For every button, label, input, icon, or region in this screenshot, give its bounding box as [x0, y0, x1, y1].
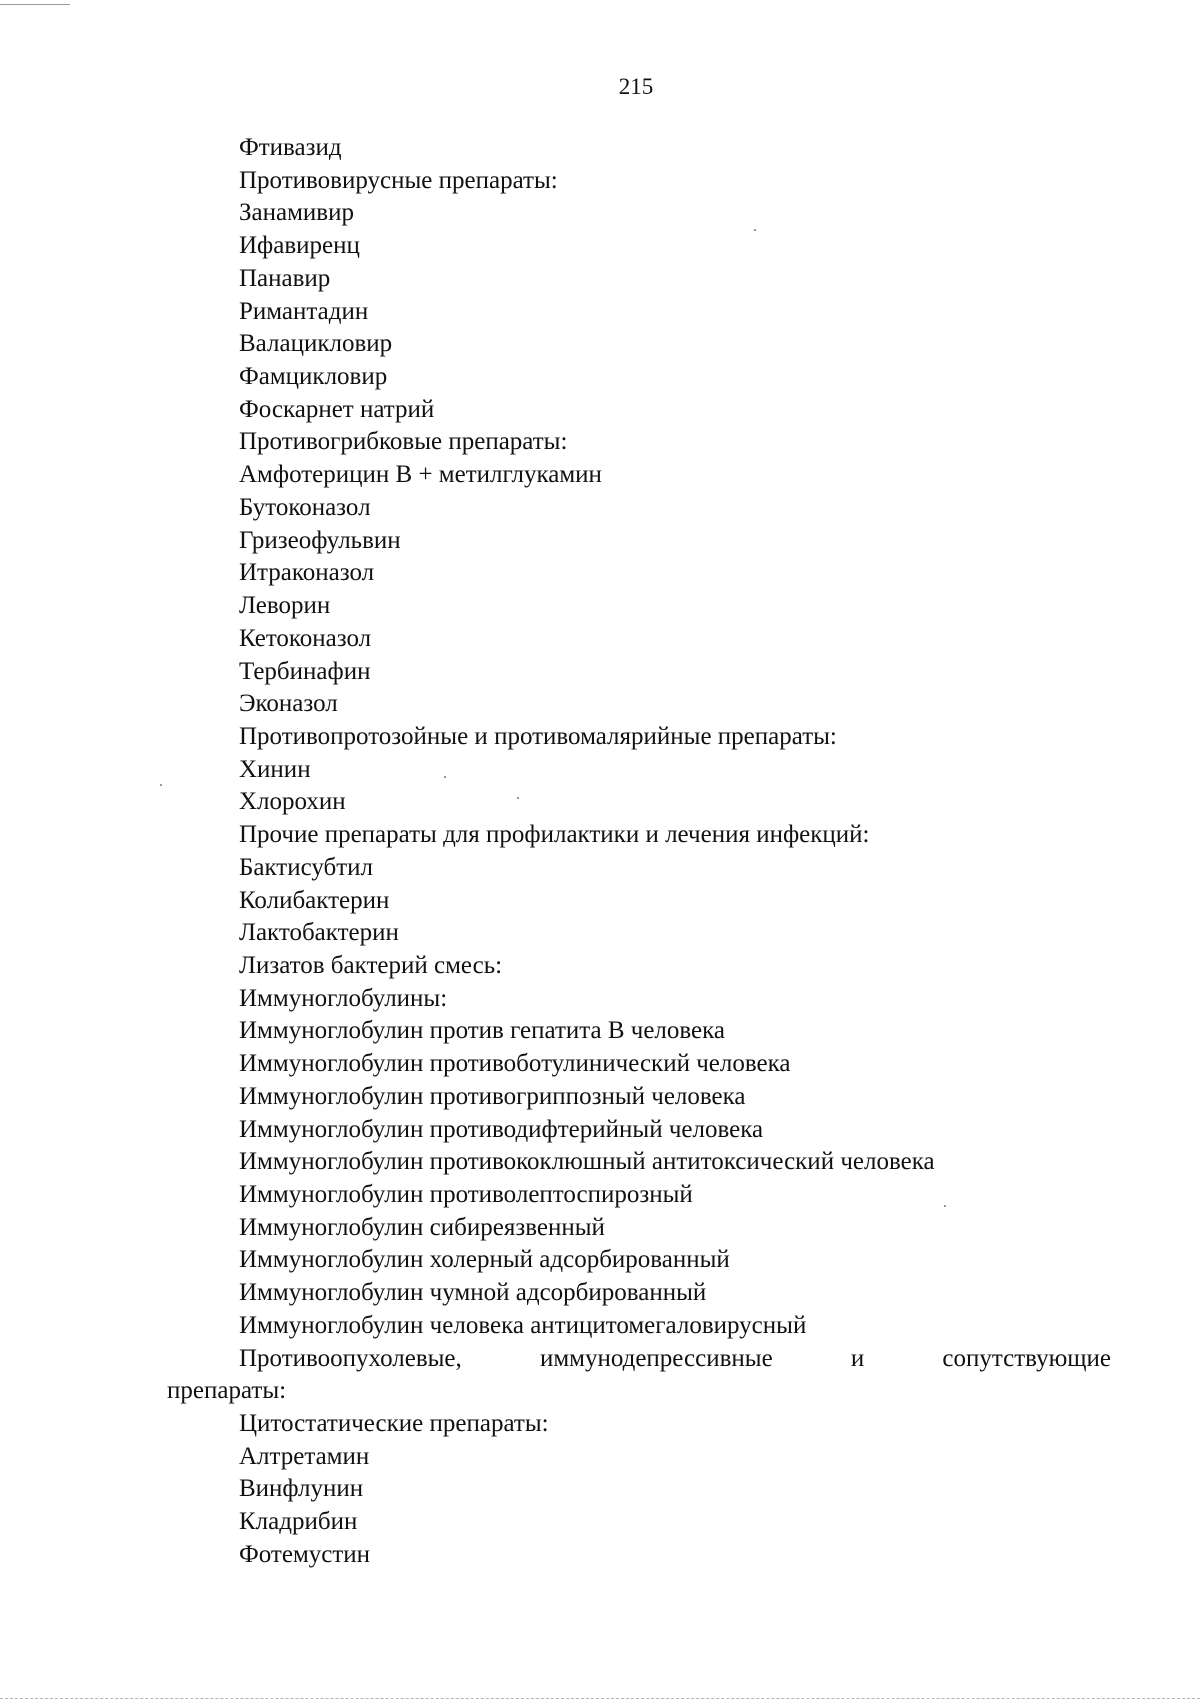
text-line: Иммуноглобулин сибиреязвенный	[239, 1213, 605, 1241]
text-line: Иммуноглобулин противококлюшный антитоксический человека	[239, 1148, 935, 1176]
text-line: Валацикловир	[239, 330, 393, 358]
justified-heading-line	[167, 1343, 1111, 1376]
document-body	[167, 132, 1111, 1572]
scan-edge-bottom	[0, 1698, 1200, 1699]
section-heading: Цитостатические препараты:	[239, 1410, 549, 1438]
text-line: Фоскарнет натрий	[239, 395, 435, 423]
scan-edge-top	[0, 4, 70, 5]
text-line: Фтивазид	[239, 134, 342, 161]
heading-word: иммунодепрессивные	[539, 1344, 773, 1372]
text-line: Алтретамин	[239, 1442, 370, 1470]
text-line: Римантадин	[239, 297, 369, 325]
text-line: Эконазол	[239, 690, 338, 718]
text-line: Лизатов бактерий смесь:	[239, 951, 503, 979]
section-heading: Противогрибковые препараты:	[239, 428, 568, 456]
heading-word: сопутствующие	[942, 1344, 1111, 1372]
text-line: Кетоконазол	[239, 624, 372, 652]
heading-word: и	[850, 1344, 865, 1372]
text-line: Иммуноглобулин чумной адсорбированный	[239, 1279, 707, 1307]
section-heading: Противопротозойные и противомалярийные препараты:	[239, 722, 837, 750]
text-line: Иммуноглобулин холерный адсорбированный	[239, 1246, 730, 1274]
text-line: Панавир	[239, 264, 331, 292]
heading-continuation: препараты:	[167, 1377, 287, 1405]
text-line: Хлорохин	[239, 788, 346, 816]
text-line: Иммуноглобулин человека антицитомегаловирусный	[239, 1311, 807, 1339]
text-line: Кладрибин	[239, 1508, 358, 1536]
scan-speck	[160, 784, 162, 786]
text-line: Фотемустин	[239, 1540, 371, 1568]
text-line: Бутоконазол	[239, 493, 371, 521]
section-heading: Прочие препараты для профилактики и лечения инфекций:	[239, 821, 870, 849]
text-line: Иммуноглобулин противолептоспирозный	[239, 1181, 693, 1208]
text-line: Фамцикловир	[239, 363, 388, 391]
text-line: Занамивир	[239, 199, 354, 227]
text-line: Леворин	[239, 592, 331, 620]
page-number: 215	[618, 74, 654, 99]
text-line: Колибактерин	[239, 886, 390, 914]
section-heading: Противовирусные препараты:	[239, 166, 558, 194]
text-line: Амфотерицин В + метилглукамин	[239, 461, 602, 489]
text-line: Гризеофульвин	[239, 526, 401, 554]
text-line: Итраконазол	[239, 559, 375, 587]
text-line: Бактисубтил	[239, 853, 374, 881]
text-line: Лактобактерин	[239, 919, 399, 947]
heading-word: Противоопухолевые,	[239, 1344, 462, 1372]
text-line: Винфлунин	[239, 1475, 364, 1503]
text-line: Иммуноглобулин против гепатита В человека	[239, 1017, 726, 1045]
text-line: Хинин	[239, 755, 311, 783]
text-line: Иммуноглобулин противодифтерийный человека	[239, 1115, 764, 1143]
text-line: Иммуноглобулин противогриппозный человека	[239, 1082, 746, 1110]
text-line: Тербинафин	[239, 657, 371, 685]
text-line: Иммуноглобулин противоботулинический человека	[239, 1050, 791, 1078]
text-line: Ифавиренц	[239, 232, 360, 260]
section-heading: Иммуноглобулины:	[239, 984, 448, 1012]
